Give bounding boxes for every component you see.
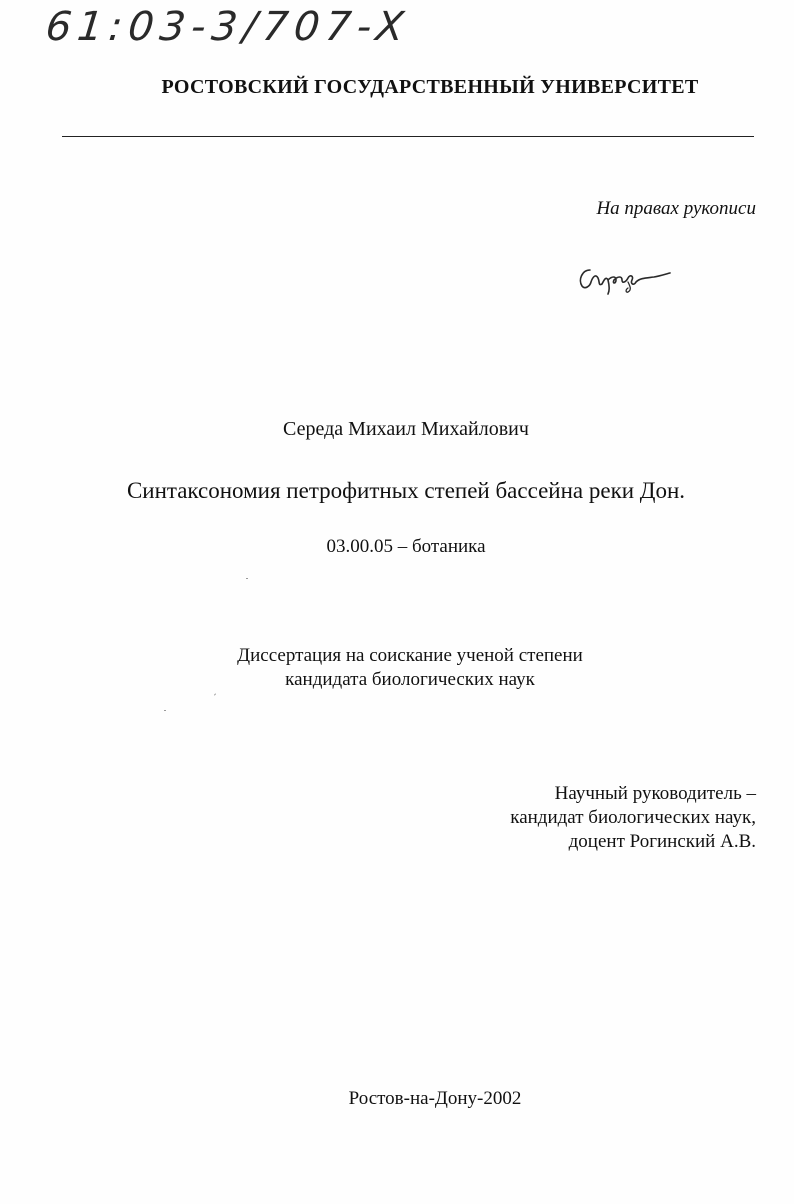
author-name: Середа Михаил Михайлович — [283, 418, 529, 440]
city-and-year: Ростов-на-Дону-2002 — [348, 1088, 522, 1109]
specialty-code: 03.00.05 – ботаника — [326, 536, 486, 557]
scan-speck — [164, 710, 166, 711]
author-signature — [576, 262, 672, 298]
dissertation-title: Синтаксономия петрофитных степей бассейна реки Дон. — [126, 478, 686, 503]
archive-number: 61:03-3/707-X — [43, 4, 412, 50]
header-divider — [62, 136, 754, 137]
university-name: РОСТОВСКИЙ ГОСУДАРСТВЕННЫЙ УНИВЕРСИТЕТ — [161, 76, 699, 98]
supervisor-line-2: кандидат биологических наук, — [510, 807, 756, 828]
degree-statement — [0, 644, 794, 692]
signature-stroke — [580, 270, 670, 294]
supervisor-line-1: Научный руководитель – — [554, 783, 756, 804]
degree-line-1: Диссертация на соискание ученой степени — [237, 645, 583, 666]
scientific-supervisor — [510, 782, 756, 854]
scan-speck — [246, 578, 248, 579]
signature-stroke-tail — [626, 282, 630, 292]
manuscript-rights-note: На правах рукописи — [596, 198, 756, 219]
degree-line-2: кандидата биологических наук — [285, 669, 535, 690]
scan-speck — [214, 693, 216, 695]
supervisor-line-3: доцент Рогинский А.В. — [568, 831, 756, 852]
